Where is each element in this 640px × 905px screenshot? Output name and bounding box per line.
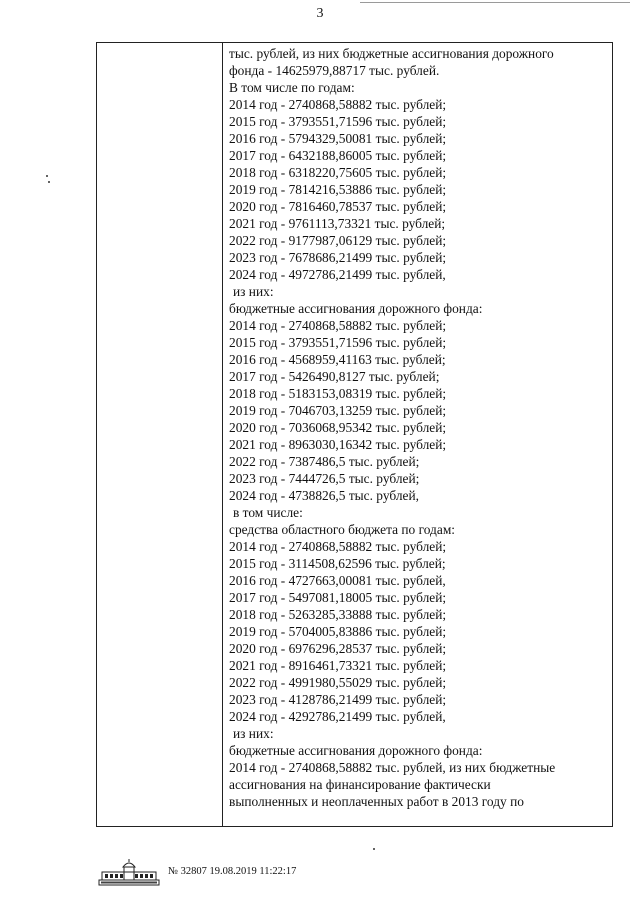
text-line: 2017 год - 6432188,86005 тыс. рублей; — [229, 148, 447, 163]
scan-speck — [48, 181, 50, 183]
page-number: 3 — [316, 6, 324, 21]
table-column-divider — [222, 43, 223, 826]
text-line: 2024 год - 4292786,21499 тыс. рублей, — [229, 709, 446, 724]
scan-speck — [373, 848, 375, 850]
text-line: 2024 год - 4738826,5 тыс. рублей, — [229, 488, 419, 503]
table-text-cell — [229, 45, 609, 810]
document-table — [96, 42, 613, 827]
text-line: 2014 год - 2740868,58882 тыс. рублей, из них бюджетные — [229, 760, 556, 775]
text-line: 2022 год - 4991980,55029 тыс. рублей; — [229, 675, 447, 690]
text-line: бюджетные ассигнования дорожного фонда: — [229, 743, 483, 758]
text-line: 2014 год - 2740868,58882 тыс. рублей; — [229, 539, 447, 554]
top-scan-line — [360, 2, 630, 3]
text-line: 2014 год - 2740868,58882 тыс. рублей; — [229, 97, 447, 112]
text-line: 2022 год - 9177987,06129 тыс. рублей; — [229, 233, 447, 248]
scan-speck — [46, 175, 48, 177]
text-line: 2020 год - 6976296,28537 тыс. рублей; — [229, 641, 447, 656]
text-line: из них: — [233, 726, 274, 741]
text-line: 2014 год - 2740868,58882 тыс. рублей; — [229, 318, 447, 333]
text-line: 2021 год - 8963030,16342 тыс. рублей; — [229, 437, 447, 452]
text-line: 2021 год - 8916461,73321 тыс. рублей; — [229, 658, 447, 673]
text-line: 2018 год - 5263285,33888 тыс. рублей; — [229, 607, 447, 622]
text-line: выполненных и неоплаченных работ в 2013 году по — [229, 794, 524, 809]
text-line: В том числе по годам: — [229, 80, 355, 95]
text-line: тыс. рублей, из них бюджетные ассигнования дорожного — [229, 46, 554, 61]
text-line: средства областного бюджета по годам: — [229, 522, 456, 537]
text-line: 2018 год - 5183153,08319 тыс. рублей; — [229, 386, 447, 401]
text-line: 2021 год - 9761113,73321 тыс. рублей; — [229, 216, 446, 231]
text-line: фонда - 14625979,88717 тыс. рублей. — [229, 63, 440, 78]
text-line: 2016 год - 4727663,00081 тыс. рублей, — [229, 573, 446, 588]
text-line: 2015 год - 3114508,62596 тыс. рублей; — [229, 556, 446, 571]
text-line: ассигнования на финансирование фактически — [229, 777, 491, 792]
text-line: из них: — [233, 284, 274, 299]
text-line: 2024 год - 4972786,21499 тыс. рублей, — [229, 267, 446, 282]
text-line: 2020 год - 7036068,95342 тыс. рублей; — [229, 420, 447, 435]
text-line: 2016 год - 4568959,41163 тыс. рублей; — [229, 352, 446, 367]
text-line: 2020 год - 7816460,78537 тыс. рублей; — [229, 199, 447, 214]
text-line: 2023 год - 7678686,21499 тыс. рублей; — [229, 250, 447, 265]
text-line: 2019 год - 7046703,13259 тыс. рублей; — [229, 403, 447, 418]
text-line: 2015 год - 3793551,71596 тыс. рублей; — [229, 335, 447, 350]
building-stamp-icon — [98, 858, 160, 886]
text-line: в том числе: — [233, 505, 303, 520]
text-line: 2022 год - 7387486,5 тыс. рублей; — [229, 454, 420, 469]
text-line: 2019 год - 5704005,83886 тыс. рублей; — [229, 624, 447, 639]
text-line: 2017 год - 5426490,8127 тыс. рублей; — [229, 369, 440, 384]
footer — [98, 858, 358, 888]
text-line: 2018 год - 6318220,75605 тыс. рублей; — [229, 165, 447, 180]
footer-document-reference: № 32807 19.08.2019 11:22:17 — [168, 866, 297, 877]
text-line: бюджетные ассигнования дорожного фонда: — [229, 301, 483, 316]
text-line: 2023 год - 4128786,21499 тыс. рублей; — [229, 692, 447, 707]
text-line: 2015 год - 3793551,71596 тыс. рублей; — [229, 114, 447, 129]
text-line: 2016 год - 5794329,50081 тыс. рублей; — [229, 131, 447, 146]
text-line: 2023 год - 7444726,5 тыс. рублей; — [229, 471, 420, 486]
text-line: 2017 год - 5497081,18005 тыс. рублей; — [229, 590, 447, 605]
text-line: 2019 год - 7814216,53886 тыс. рублей; — [229, 182, 447, 197]
